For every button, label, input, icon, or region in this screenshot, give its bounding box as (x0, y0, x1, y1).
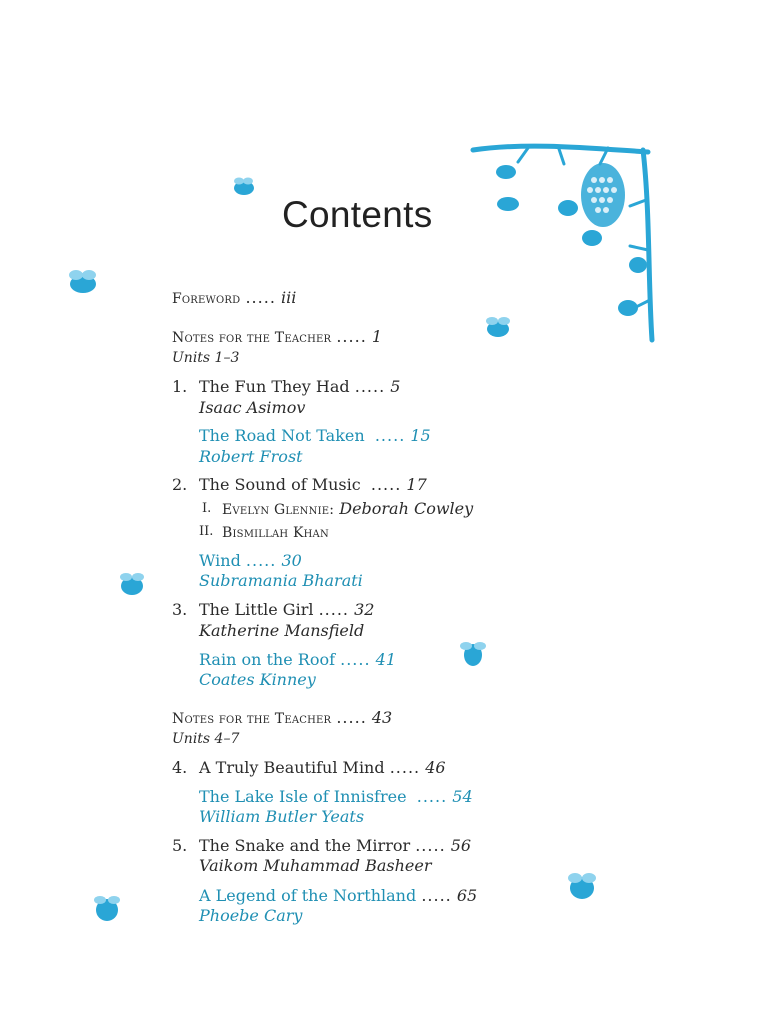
poem-title: The Lake Isle of Innisfree (199, 787, 407, 806)
toc-poem[interactable]: The Road Not Taken ..... 15 (199, 426, 431, 445)
notes-label: Notes for the Teacher (172, 711, 332, 727)
bee-icon (564, 870, 600, 904)
entry-number: 4. (172, 758, 188, 777)
poem-author: Coates Kinney (199, 670, 316, 689)
poem-author: Robert Frost (199, 447, 303, 466)
toc-entry[interactable]: The Snake and the Mirror ..... 56 (199, 836, 472, 855)
entry-title: The Little Girl (199, 600, 314, 619)
page-number: 46 (425, 758, 446, 777)
page-number: 5 (390, 377, 401, 396)
poem-title: Wind (199, 551, 241, 570)
part-author: Deborah Cowley (339, 499, 474, 518)
bee-icon (482, 315, 514, 341)
page-number: 65 (456, 886, 478, 905)
page-number: 56 (450, 836, 472, 855)
toc-entry[interactable]: The Sound of Music ..... 17 (199, 475, 427, 494)
entry-number: 5. (172, 836, 188, 855)
toc-part[interactable]: Evelyn Glennie: Deborah Cowley (222, 499, 474, 518)
entry-title: The Fun They Had (199, 377, 350, 396)
part-numeral: I. (202, 501, 212, 516)
toc-entry[interactable]: The Little Girl ..... 32 (199, 600, 375, 619)
part-name: Evelyn Glennie (222, 502, 330, 518)
toc-poem[interactable]: Wind ..... 30 (199, 551, 302, 570)
poem-title: A Legend of the Northland (199, 886, 417, 905)
entry-number: 3. (172, 600, 188, 619)
page-number: 54 (452, 787, 473, 806)
poem-author: Phoebe Cary (199, 906, 303, 925)
bee-icon (458, 638, 488, 670)
entry-author: Isaac Asimov (199, 398, 306, 417)
poem-author: Subramania Bharati (199, 571, 363, 590)
entry-author: Katherine Mansfield (199, 621, 365, 640)
entry-title: The Sound of Music (199, 475, 361, 494)
poem-author: William Butler Yeats (199, 807, 365, 826)
entry-number: 2. (172, 475, 188, 494)
page-title: Contents (282, 194, 433, 235)
notes-label: Notes for the Teacher (172, 330, 332, 346)
toc-entry[interactable]: A Truly Beautiful Mind ..... 46 (199, 758, 446, 777)
poem-title: Rain on the Roof (199, 650, 336, 669)
toc-part[interactable] (222, 522, 329, 543)
page-number: 32 (354, 600, 375, 619)
page-number: 30 (281, 551, 302, 570)
foreword-label: Foreword (172, 291, 241, 307)
units-label: Units 4–7 (172, 731, 240, 747)
page-number: 15 (410, 426, 431, 445)
toc-notes-teacher-2[interactable]: Notes for the Teacher ..... 43 (172, 708, 393, 727)
part-numeral: II. (199, 524, 214, 539)
entry-title: A Truly Beautiful Mind (199, 758, 385, 777)
page-number: 43 (371, 708, 393, 727)
toc-poem[interactable]: The Lake Isle of Innisfree ..... 54 (199, 787, 473, 806)
bee-icon (230, 176, 258, 198)
page-number: 41 (375, 650, 396, 669)
bee-icon (64, 268, 102, 298)
toc-poem[interactable]: A Legend of the Northland ..... 65 (199, 886, 478, 905)
toc-entry[interactable]: The Fun They Had ..... 5 (199, 377, 401, 396)
entry-author: Vaikom Muhammad Basheer (199, 856, 432, 875)
entry-number: 1. (172, 377, 188, 396)
bee-icon (116, 570, 148, 600)
page-number: 1 (371, 327, 383, 346)
page-number: 17 (406, 475, 427, 494)
toc-poem[interactable]: Rain on the Roof ..... 41 (199, 650, 396, 669)
page-number: iii (281, 288, 297, 307)
poem-title: The Road Not Taken (199, 426, 365, 445)
toc-foreword[interactable]: Foreword ..... iii (172, 288, 297, 307)
bee-icon (90, 892, 124, 926)
toc-notes-teacher-1[interactable]: Notes for the Teacher ..... 1 (172, 327, 383, 346)
entry-title: The Snake and the Mirror (199, 836, 411, 855)
units-label: Units 1–3 (172, 350, 240, 366)
part-name: Bismillah Khan (222, 525, 329, 541)
